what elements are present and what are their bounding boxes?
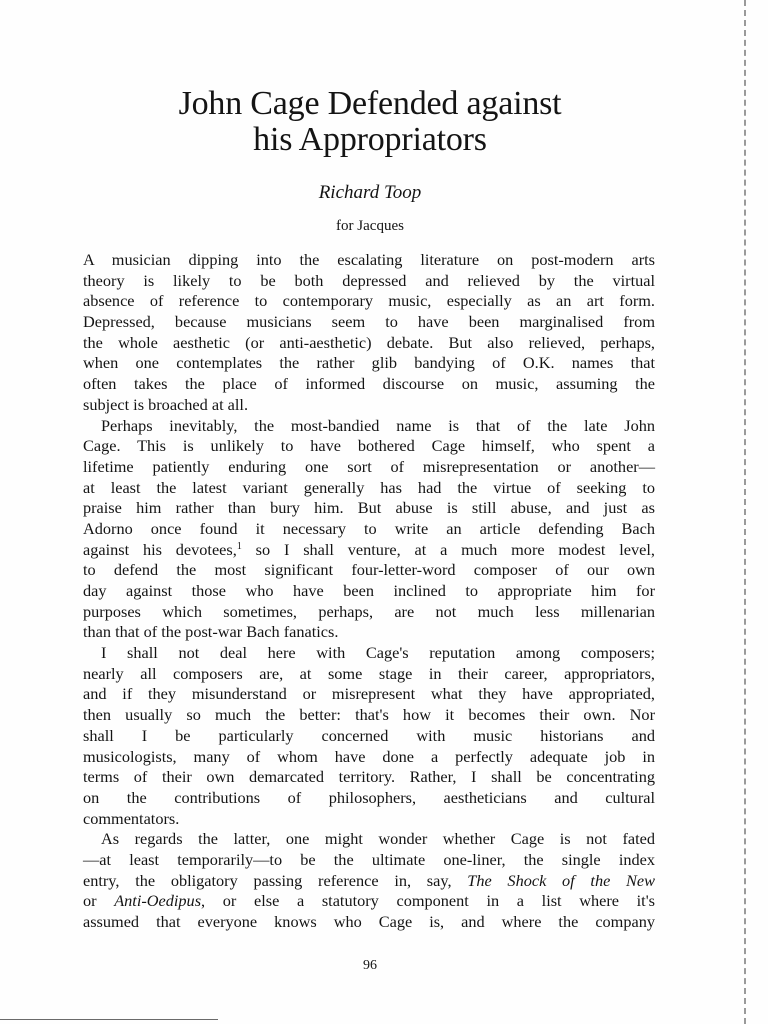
scan-edge-bottom-border	[0, 1019, 218, 1020]
body-text-segment: than that of the post-war Bach fanatics.	[83, 622, 339, 642]
body-text-line	[83, 643, 655, 664]
body-text-line	[83, 312, 655, 333]
body-text-segment: praise him rather than bury him. But abuse is still abuse, and just as	[83, 498, 655, 518]
article-dedication: for Jacques	[336, 218, 404, 234]
body-text-line	[83, 664, 655, 685]
body-text-segment: Perhaps inevitably, the most-bandied name is that of the late John	[101, 415, 655, 435]
italic-title-text: Anti-Oedipus	[114, 891, 202, 911]
body-text-line	[83, 560, 655, 581]
body-text-line	[83, 684, 655, 705]
body-text-line	[83, 829, 655, 850]
body-text-segment: absence of reference to contemporary music, especially as an art form.	[83, 291, 655, 311]
body-text-segment: terms of their own demarcated territory. Rather, I shall be concentrating	[83, 767, 655, 787]
body-text-segment: on the contributions of philosophers, aestheticians and cultural	[83, 787, 655, 807]
body-text-line	[83, 271, 655, 292]
article-author: Richard Toop	[318, 182, 422, 203]
body-text-segment: A musician dipping into the escalating literature on post-modern arts	[83, 250, 655, 269]
article-title-line-1: John Cage Defended against	[178, 85, 562, 122]
body-text-segment: , or else a statutory component in a list where it's	[201, 891, 655, 911]
body-text-line	[83, 912, 655, 933]
body-text-line	[83, 726, 655, 747]
body-text-segment: to defend the most significant four-letter-word composer of our own	[83, 560, 655, 580]
body-text-line	[83, 705, 655, 726]
body-text-line	[83, 416, 655, 437]
body-text-segment: often takes the place of informed discourse on music, assuming the	[83, 374, 655, 394]
body-text-segment: when one contemplates the rather glib bandying of O.K. names that	[83, 353, 655, 373]
body-text-line	[83, 478, 655, 499]
body-text-line	[83, 291, 655, 312]
italic-title-text: The Shock of the New	[467, 870, 656, 890]
body-text-line	[83, 747, 655, 768]
body-text-segment: at least the latest variant generally has had the virtue of seeking to	[83, 477, 655, 497]
body-text-segment: or	[83, 891, 115, 911]
body-text-segment: Adorno once found it necessary to write an article defending Bach	[83, 518, 655, 538]
article-body	[83, 250, 655, 933]
body-text-line	[83, 602, 655, 623]
body-text-line	[83, 540, 655, 561]
body-text-segment: musicologists, many of whom have done a perfectly adequate job in	[83, 746, 655, 766]
body-text-segment: —at least temporarily—to be the ultimate one-liner, the single index	[83, 849, 655, 869]
footnote-marker: 1	[236, 540, 242, 552]
body-text-line	[83, 374, 655, 395]
body-text-segment: purposes which sometimes, perhaps, are not much less millenarian	[83, 601, 655, 621]
body-text-line	[83, 250, 655, 271]
body-text-segment: then usually so much the better: that's how it becomes their own. Nor	[83, 705, 655, 725]
page-number: 96	[363, 958, 377, 973]
body-text-segment: Depressed, because musicians seem to have been marginalised from	[83, 312, 655, 332]
body-text-line	[83, 891, 655, 912]
body-text-line	[83, 395, 655, 416]
body-text-segment: nearly all composers are, at some stage in their career, appropriators,	[83, 663, 655, 683]
body-text-line	[83, 622, 655, 643]
body-text-line	[83, 581, 655, 602]
body-text-segment: against his devotees,	[83, 539, 237, 559]
body-text-line	[83, 850, 655, 871]
body-text-line	[83, 353, 655, 374]
body-text-segment: As regards the latter, one might wonder whether Cage is not fated	[101, 829, 655, 849]
body-text-line	[83, 809, 655, 830]
scan-edge-right-border	[744, 0, 746, 1024]
body-text-line	[83, 871, 655, 892]
body-text-segment: and if they misunderstand or misrepresent what they have appropriated,	[83, 684, 655, 704]
body-text-segment: the whole aesthetic (or anti-aesthetic) debate. But also relieved, perhaps,	[83, 332, 655, 352]
body-text-segment: subject is broached at all.	[83, 394, 249, 414]
body-text-segment: I shall not deal here with Cage's reputation among composers;	[101, 643, 655, 663]
body-text-segment: Cage. This is unlikely to have bothered Cage himself, who spent a	[83, 436, 655, 456]
body-text-segment: theory is likely to be both depressed and relieved by the virtual	[83, 270, 655, 290]
body-text-segment: assumed that everyone knows who Cage is, and where the company	[83, 912, 655, 931]
body-text-line	[83, 788, 655, 809]
body-text-segment: shall I be particularly concerned with music historians and	[83, 725, 655, 745]
body-text-line	[83, 436, 655, 457]
body-text-segment: entry, the obligatory passing reference in, say,	[83, 870, 468, 890]
body-text-segment: so I shall venture, at a much more modest level,	[241, 539, 655, 559]
body-text-line	[83, 519, 655, 540]
body-text-segment: commentators.	[83, 808, 180, 828]
body-text-segment: day against those who have been inclined to appropriate him for	[83, 581, 655, 600]
body-text-line	[83, 767, 655, 788]
body-text-segment: lifetime patiently enduring one sort of misrepresentation or another—	[83, 456, 655, 476]
body-text-line	[83, 457, 655, 478]
body-text-line	[83, 498, 655, 519]
article-title	[70, 86, 670, 158]
body-text-line	[83, 333, 655, 354]
article-title-line-2: his Appropriators	[253, 121, 487, 158]
